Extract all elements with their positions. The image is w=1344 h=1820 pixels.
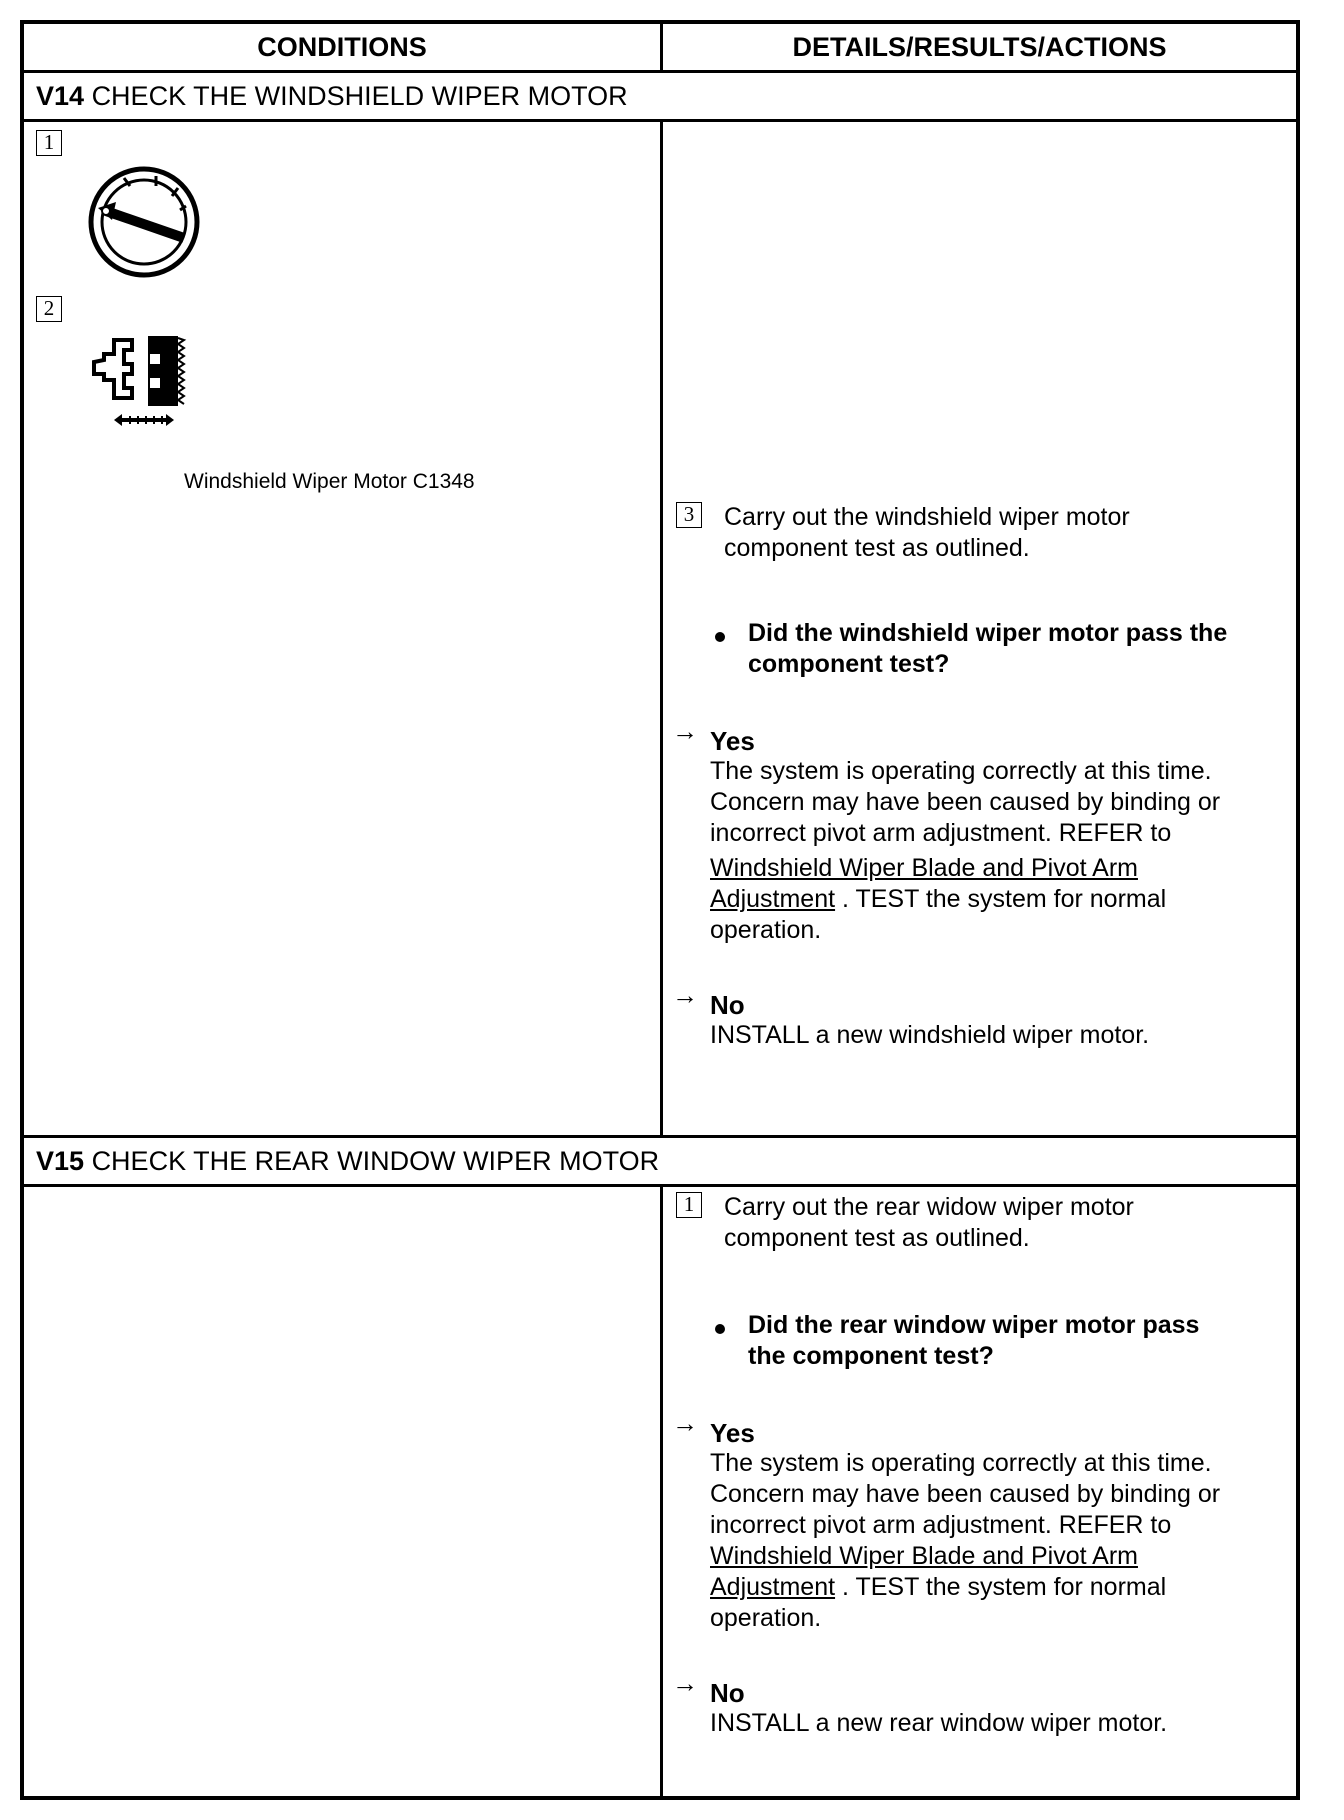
section-code: V14 [36,81,85,111]
step-number: 1 [676,1192,702,1218]
details-header: DETAILS/RESULTS/ACTIONS [792,32,1167,62]
arrow-right-icon: → [672,1668,698,1698]
bullet-icon [715,632,725,642]
arrow-right-icon: → [672,1408,698,1438]
result-line: The system is operating correctly at this time. [710,757,1212,785]
bullet-icon [715,1324,725,1334]
instruction-line: Carry out the windshield wiper motor [724,503,1130,531]
instruction-line: Carry out the rear widow wiper motor [724,1193,1134,1221]
result-line: incorrect pivot arm adjustment. REFER to [710,819,1172,847]
section-title: CHECK THE WINDSHIELD WIPER MOTOR [91,81,628,111]
test-question [748,1310,1199,1372]
ignition-switch-icon [86,164,202,280]
no-label: No [710,990,745,1020]
conditions-header: CONDITIONS [257,32,427,62]
no-result: INSTALL a new rear window wiper motor. [710,1709,1168,1737]
test-question [748,618,1227,680]
column-divider [660,24,663,70]
yes-result [710,1448,1220,1634]
wiper-adjustment-link[interactable]: Adjustment [710,1573,836,1601]
result-line: Concern may have been caused by binding or [710,1480,1221,1508]
result-line: operation. [710,916,822,944]
step-instruction [724,502,1130,564]
question-line: component test? [748,650,950,678]
yes-label: Yes [710,1418,755,1448]
result-line: Concern may have been caused by binding or [710,788,1221,816]
column-divider [660,122,663,1135]
section-v14-title [24,73,1296,122]
no-label: No [710,1678,745,1708]
diagnostic-table [20,20,1300,1800]
connector-icon [86,330,206,440]
yes-label: Yes [710,726,755,756]
result-line: . TEST the system for normal [835,1573,1167,1601]
step-number: 2 [36,296,62,322]
wiper-adjustment-link[interactable]: Adjustment [710,885,836,913]
arrow-right-icon: → [672,716,698,746]
question-line: Did the windshield wiper motor pass the [748,619,1228,647]
arrow-right-icon: → [672,980,698,1010]
wiper-adjustment-link[interactable]: Windshield Wiper Blade and Pivot Arm [710,1542,1138,1570]
column-divider [660,1187,663,1800]
question-line: the component test? [748,1342,994,1370]
step-instruction [724,1192,1134,1254]
section-title: CHECK THE REAR WINDOW WIPER MOTOR [91,1146,660,1176]
result-line: incorrect pivot arm adjustment. REFER to [710,1511,1172,1539]
section-code: V15 [36,1146,85,1176]
connector-caption: Windshield Wiper Motor C1348 [184,470,475,493]
instruction-line: component test as outlined. [724,534,1030,562]
section-v15-title [24,1138,1296,1187]
step-number: 3 [676,502,702,528]
result-line: . TEST the system for normal [835,885,1167,913]
question-line: Did the rear window wiper motor pass [748,1311,1200,1339]
result-line: The system is operating correctly at this time. [710,1449,1212,1477]
step-number: 1 [36,130,62,156]
no-result: INSTALL a new windshield wiper motor. [710,1021,1150,1049]
result-line: operation. [710,1604,822,1632]
wiper-adjustment-link[interactable]: Windshield Wiper Blade and Pivot Arm [710,854,1138,882]
instruction-line: component test as outlined. [724,1224,1030,1252]
yes-result [710,756,1220,946]
